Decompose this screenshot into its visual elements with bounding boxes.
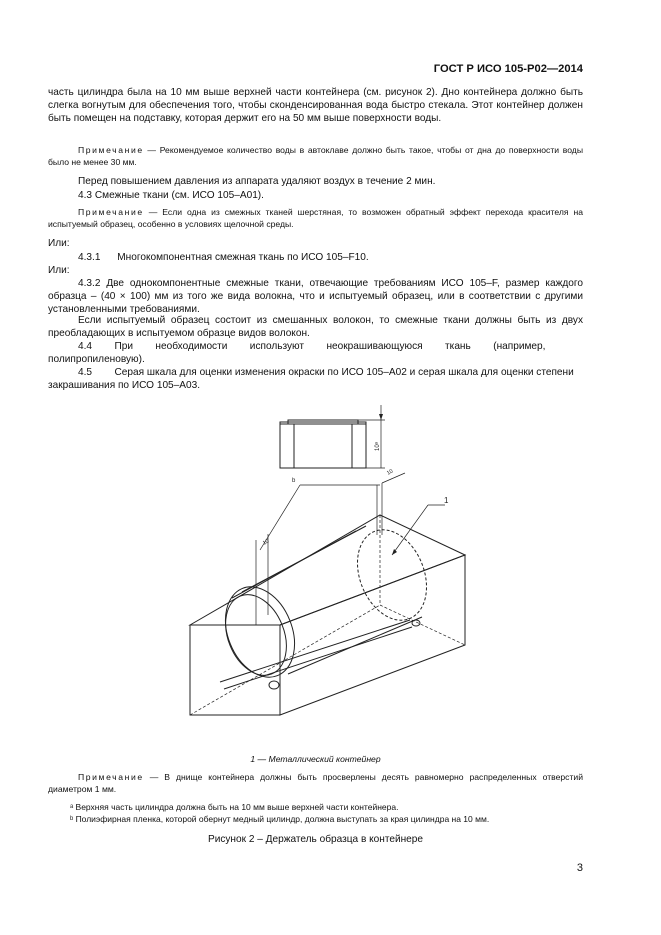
figure-note xyxy=(48,772,583,796)
container-drawing xyxy=(160,395,490,735)
or-label-2: Или: xyxy=(48,265,70,276)
note-label: Примечание xyxy=(78,207,144,217)
note-text: — В днище контейнера должны быть просверлены десять равномерно распределенных отверстий диаметром 1 мм. xyxy=(48,772,583,794)
figure-legend: 1 — Металлический контейнер xyxy=(250,754,381,764)
dim-left-label: 10 xyxy=(262,538,271,547)
note-text: — Если одна из смежных тканей шерстяная, то возможен обратный эффект перехода красителя на испытуемый образец, особенно в условиях щелочной среды. xyxy=(48,207,583,229)
paragraph-air-removal: Перед повышением давления из аппарата удаляют воздух в течение 2 мин. xyxy=(78,176,436,187)
cylinder-side-view xyxy=(280,405,385,468)
label-1: 1 xyxy=(444,496,449,505)
dim-top-label: 10 xyxy=(386,468,395,477)
paragraph-4-3: 4.3 Смежные ткани (см. ИСО 105–А01). xyxy=(78,190,264,201)
or-label-1: Или: xyxy=(48,238,70,249)
note-text: — Рекомендуемое количество воды в автоклаве должно быть такое, чтобы от дна до поверхности воды было не менее 30 мм. xyxy=(48,145,583,167)
figure-caption: Рисунок 2 – Держатель образца в контейнере xyxy=(207,834,424,845)
metal-container xyxy=(190,515,465,715)
paragraph-mixed-fibres: Если испытуемый образец состоит из смешанных волокон, то смежные ткани должны быть из двух преобладающих в испытуемом образце видов волокон. xyxy=(48,315,583,340)
note-label: Примечание xyxy=(78,772,144,782)
note-water-amount xyxy=(48,145,583,169)
label-b: b xyxy=(292,478,296,484)
note-wool xyxy=(48,207,583,231)
dimension-lines xyxy=(256,473,445,625)
paragraph-4-3-2: 4.3.2 Две однокомпонентные смежные ткани, отвечающие требованиям ИСО 105–F, размер каждого образца – (40 × 100) мм из того же вида волокна, что и испытуемый образец, или в соответствии с другими установленными требованиями. xyxy=(48,278,583,316)
document-header: ГОСТ Р ИСО 105-Р02—2014 xyxy=(433,63,583,75)
footnote-b: ᵇ Полиэфирная пленка, которой обернут медный цилиндр, должна выступать за края цилиндра на 10 мм. xyxy=(70,814,490,824)
paragraph-4-4: 4.4 При необходимости используют неокрашивающуюся ткань (например, полипропиленовую). xyxy=(48,341,549,366)
dim-a-label: 10ᵃ xyxy=(375,442,381,451)
note-label: Примечание xyxy=(78,145,144,155)
paragraph-4-3-1: 4.3.1 Многокомпонентная смежная ткань по ИСО 105–F10. xyxy=(78,252,369,263)
paragraph-4-5: 4.5 Серая шкала для оценки изменения окраски по ИСО 105–А02 и серая шкала для оценки степени закрашивания по ИСО 105–А03. xyxy=(48,367,577,392)
paragraph-cylinder-position: часть цилиндра была на 10 мм выше верхней части контейнера (см. рисунок 2). Дно контейнера должно быть слегка вогнутым для обеспечения того, чтобы сконденсированная вода быстро стекала. Этот контейнер должен быть помещен на подставку, которая держит его на 50 мм выше поверхности воды. xyxy=(48,87,583,125)
copper-cylinder xyxy=(213,519,440,689)
page-number: 3 xyxy=(576,862,583,874)
footnote-a: ᵃ Верхняя часть цилиндра должна быть на 10 мм выше верхней части контейнера. xyxy=(70,802,399,812)
